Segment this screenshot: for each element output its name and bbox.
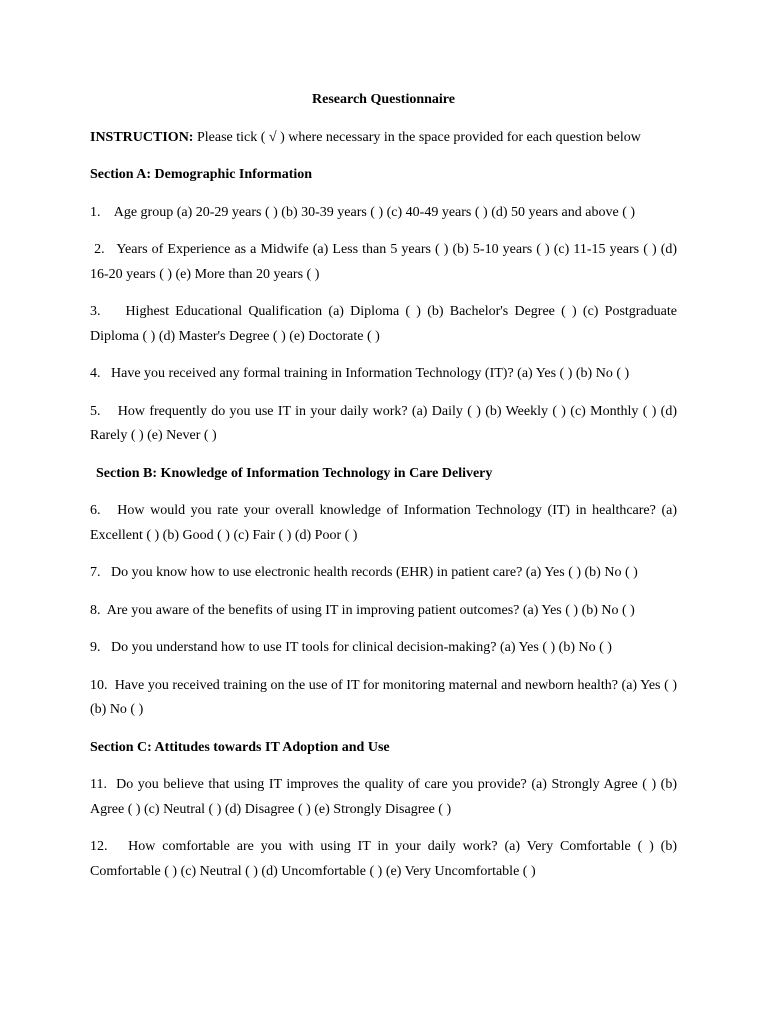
questionnaire-page xyxy=(90,88,677,897)
instruction xyxy=(90,126,677,151)
instruction-label: INSTRUCTION: xyxy=(90,129,194,145)
question-text: Do you understand how to use IT tools for clinical decision-making? (a) Yes ( ) (b) No ( ) xyxy=(111,640,612,655)
question-text: Age group (a) 20-29 years ( ) (b) 30-39 years ( ) (c) 40-49 years ( ) (d) 50 years and above ( ) xyxy=(113,204,636,220)
question-number: 6. xyxy=(90,503,101,518)
question-9 xyxy=(90,636,677,661)
question-text: How comfortable are you with using IT in your daily work? (a) Very Comfortable ( ) (b) Comfortable ( ) (c) Neutral ( ) (d) Uncomfortable ( ) (e) Very Uncomfortable ( ) xyxy=(90,839,677,879)
question-10 xyxy=(90,674,677,723)
question-text: How frequently do you use IT in your daily work? (a) Daily ( ) (b) Weekly ( ) (c) Monthly ( ) (d) Rarely ( ) (e) Never ( ) xyxy=(90,403,678,443)
question-text: Years of Experience as a Midwife (a) Less than 5 years ( ) (b) 5-10 years ( ) (c) 11-15 years ( ) (d) 16-20 years ( ) (e) More than 20 years ( ) xyxy=(90,242,678,282)
question-5 xyxy=(90,400,677,449)
question-4 xyxy=(90,362,677,387)
question-number: 5. xyxy=(90,403,101,419)
question-12 xyxy=(90,835,677,884)
question-6 xyxy=(90,499,677,548)
question-text: How would you rate your overall knowledge of Information Technology (IT) in healthcare? (a) Excellent ( ) (b) Good ( ) (c) Fair ( ) (d) Poor ( ) xyxy=(90,503,677,543)
question-text: Highest Educational Qualification (a) Diploma ( ) (b) Bachelor's Degree ( ) (c) Postgraduate Diploma ( ) (d) Master's Degree ( ) (e) Doctorate ( ) xyxy=(90,304,678,344)
instruction-text: Please tick ( √ ) where necessary in the space provided for each question below xyxy=(193,129,641,145)
question-number: 7. xyxy=(90,565,101,580)
question-1 xyxy=(90,201,677,226)
question-number: 3. xyxy=(90,304,101,319)
question-2 xyxy=(90,238,677,287)
question-number: 8. xyxy=(90,602,101,618)
question-7 xyxy=(90,561,677,586)
section-b-heading: Section B: Knowledge of Information Technology in Care Delivery xyxy=(96,465,493,481)
question-number: 10. xyxy=(90,677,108,693)
question-text: Have you received any formal training in Information Technology (IT)? (a) Yes ( ) (b) No ( ) xyxy=(111,366,630,381)
question-number: 11. xyxy=(90,777,107,792)
question-number: 9. xyxy=(90,640,101,655)
page-title: Research Questionnaire xyxy=(312,92,455,107)
question-text: Do you believe that using IT improves the quality of care you provide? (a) Strongly Agree ( ) (b) Agree ( ) (c) Neutral ( ) (d) Disagree ( ) (e) Strongly Disagree ( ) xyxy=(90,777,678,817)
question-text: Do you know how to use electronic health records (EHR) in patient care? (a) Yes ( ) (b) No ( ) xyxy=(111,565,638,580)
question-text: Have you received training on the use of IT for monitoring maternal and newborn health? (a) Yes ( ) (b) No ( ) xyxy=(90,677,678,717)
question-number: 12. xyxy=(90,839,108,854)
question-11 xyxy=(90,773,677,822)
section-c-heading: Section C: Attitudes towards IT Adoption and Use xyxy=(90,739,390,755)
question-number: 4. xyxy=(90,366,101,381)
question-text: Are you aware of the benefits of using IT in improving patient outcomes? (a) Yes ( ) (b) No ( ) xyxy=(106,602,635,618)
question-number: 2. xyxy=(94,242,105,257)
question-3 xyxy=(90,300,677,349)
section-a-heading: Section A: Demographic Information xyxy=(90,167,313,182)
question-8 xyxy=(90,599,677,624)
question-number: 1. xyxy=(90,204,101,220)
